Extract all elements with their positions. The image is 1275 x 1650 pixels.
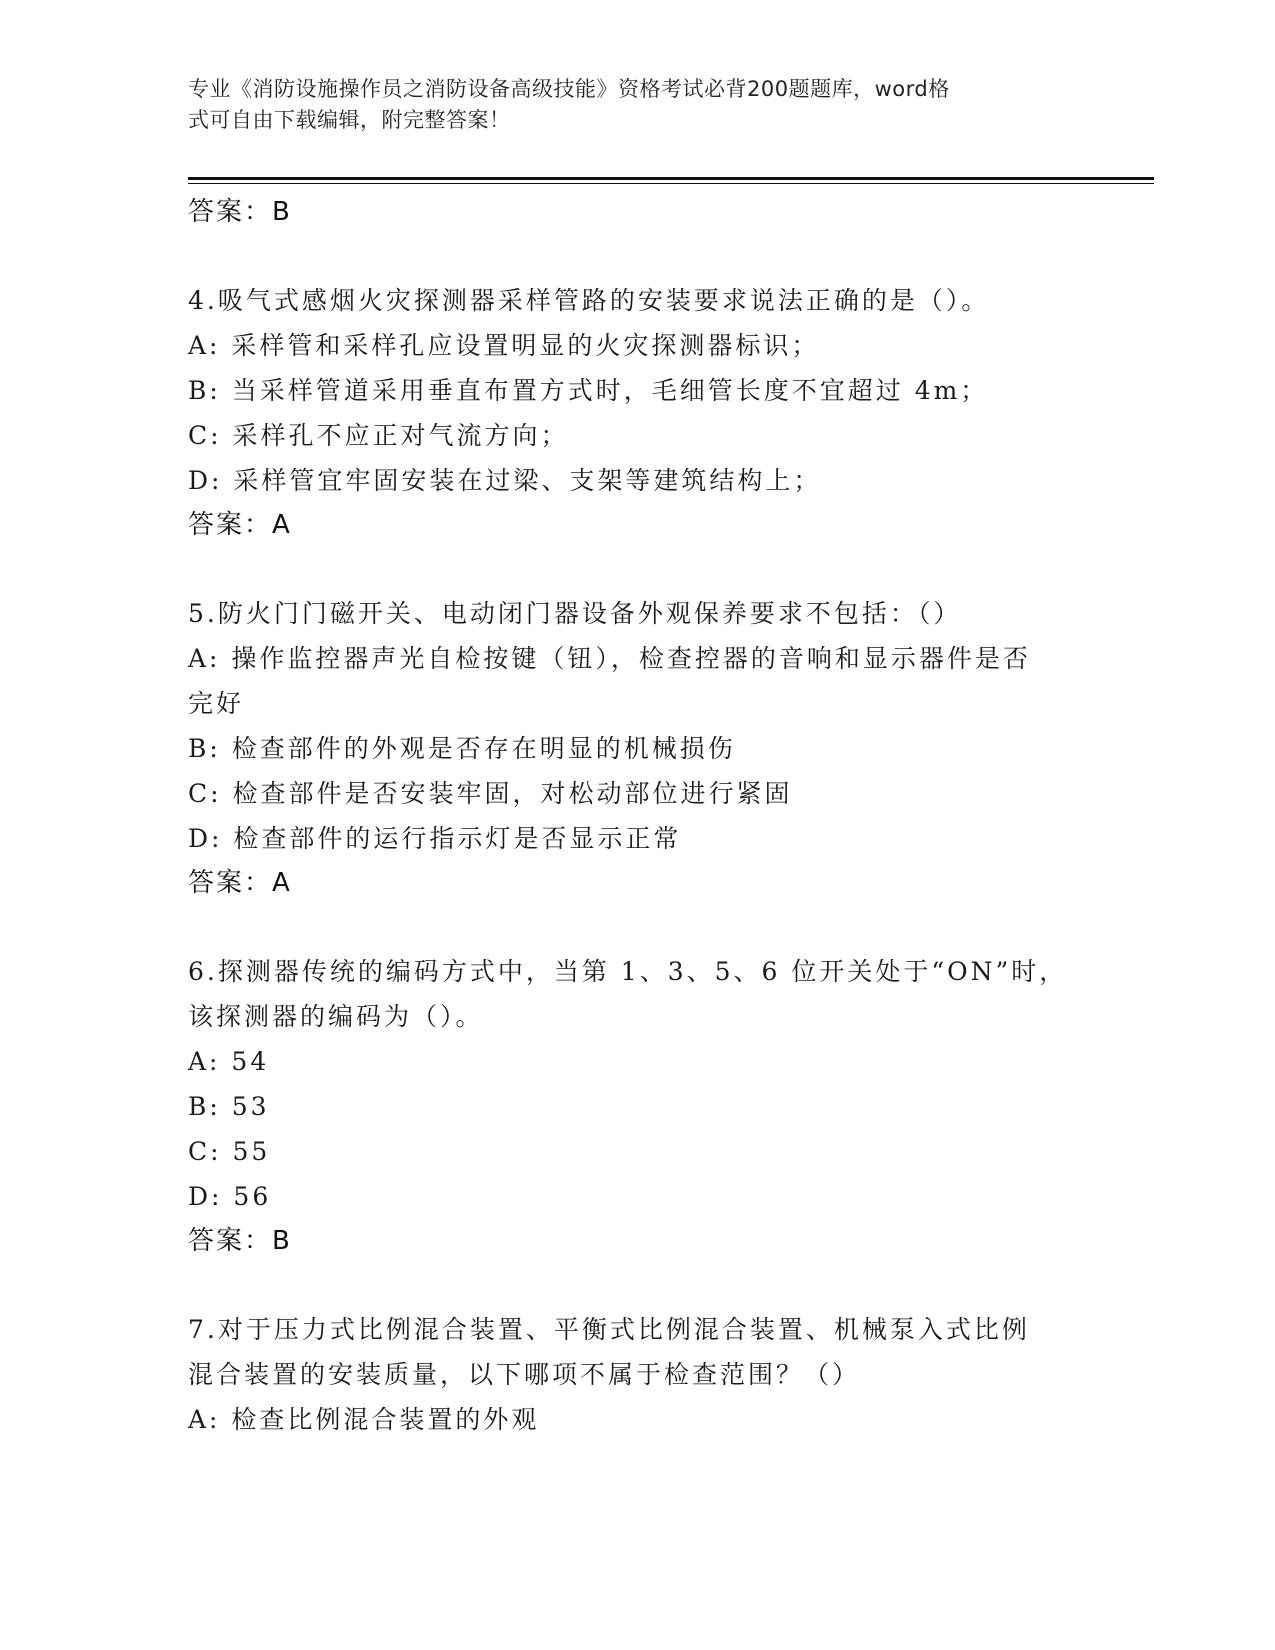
header-divider-thick [188, 177, 1154, 180]
question-stem: 5.防火门门磁开关、电动闭门器设备外观保养要求不包括：（） [188, 599, 962, 628]
option-c: C: 采样孔不应正对气流方向； [188, 421, 569, 450]
answer-line: 答案：B [188, 197, 292, 227]
option-d: D: 56 [188, 1182, 272, 1211]
question-block [188, 591, 1088, 906]
spacer [188, 906, 1088, 949]
option-a: A: 54 [188, 1047, 270, 1076]
option-a-continued: 完好 [188, 689, 245, 718]
answer-line: 答案：A [188, 510, 292, 540]
question-block [188, 278, 1088, 548]
question-stem-continued: 该探测器的编码为（）。 [188, 1002, 484, 1031]
option-b: B: 当采样管道采用垂直布置方式时，毛细管长度不宜超过 4m； [188, 376, 989, 405]
question-list [188, 190, 1088, 1442]
question-block [188, 949, 1088, 1264]
option-a: A: 操作监控器声光自检按键（钮），检查控器的音响和显示器件是否 [188, 644, 1031, 673]
question-stem: 4.吸气式感烟火灾探测器采样管路的安装要求说法正确的是（）。 [188, 286, 990, 315]
option-c: C: 检查部件是否安装牢固，对松动部位进行紧固 [188, 779, 793, 808]
answer-line: 答案：B [188, 1226, 292, 1256]
header-line-2: 式可自由下载编辑，附完整答案！ [188, 108, 511, 132]
header-line-1: 专业《消防设施操作员之消防设备高级技能》资格考试必背200题题库，word格 [188, 77, 950, 101]
header-divider-thin [188, 183, 1154, 184]
option-a: A: 检查比例混合装置的外观 [188, 1405, 540, 1434]
spacer [188, 548, 1088, 591]
option-d: D: 检查部件的运行指示灯是否显示正常 [188, 824, 682, 853]
question-stem: 6.探测器传统的编码方式中，当第 1、3、5、6 位开关处于“ON”时， [188, 957, 1068, 986]
option-b: B: 53 [188, 1092, 270, 1121]
option-d: D: 采样管宜牢固安装在过梁、支架等建筑结构上； [188, 466, 822, 495]
question-block [188, 1307, 1088, 1442]
question-stem: 7.对于压力式比例混合装置、平衡式比例混合装置、机械泵入式比例 [188, 1315, 1030, 1344]
question-stem-continued: 混合装置的安装质量，以下哪项不属于检查范围？（） [188, 1360, 861, 1389]
option-b: B: 检查部件的外观是否存在明显的机械损伤 [188, 734, 736, 763]
answer-line: 答案：A [188, 868, 292, 898]
spacer [188, 235, 1088, 278]
option-a: A: 采样管和采样孔应设置明显的火灾探测器标识； [188, 331, 820, 360]
spacer [188, 1264, 1088, 1307]
option-c: C: 55 [188, 1137, 271, 1166]
document-header [188, 74, 1068, 136]
